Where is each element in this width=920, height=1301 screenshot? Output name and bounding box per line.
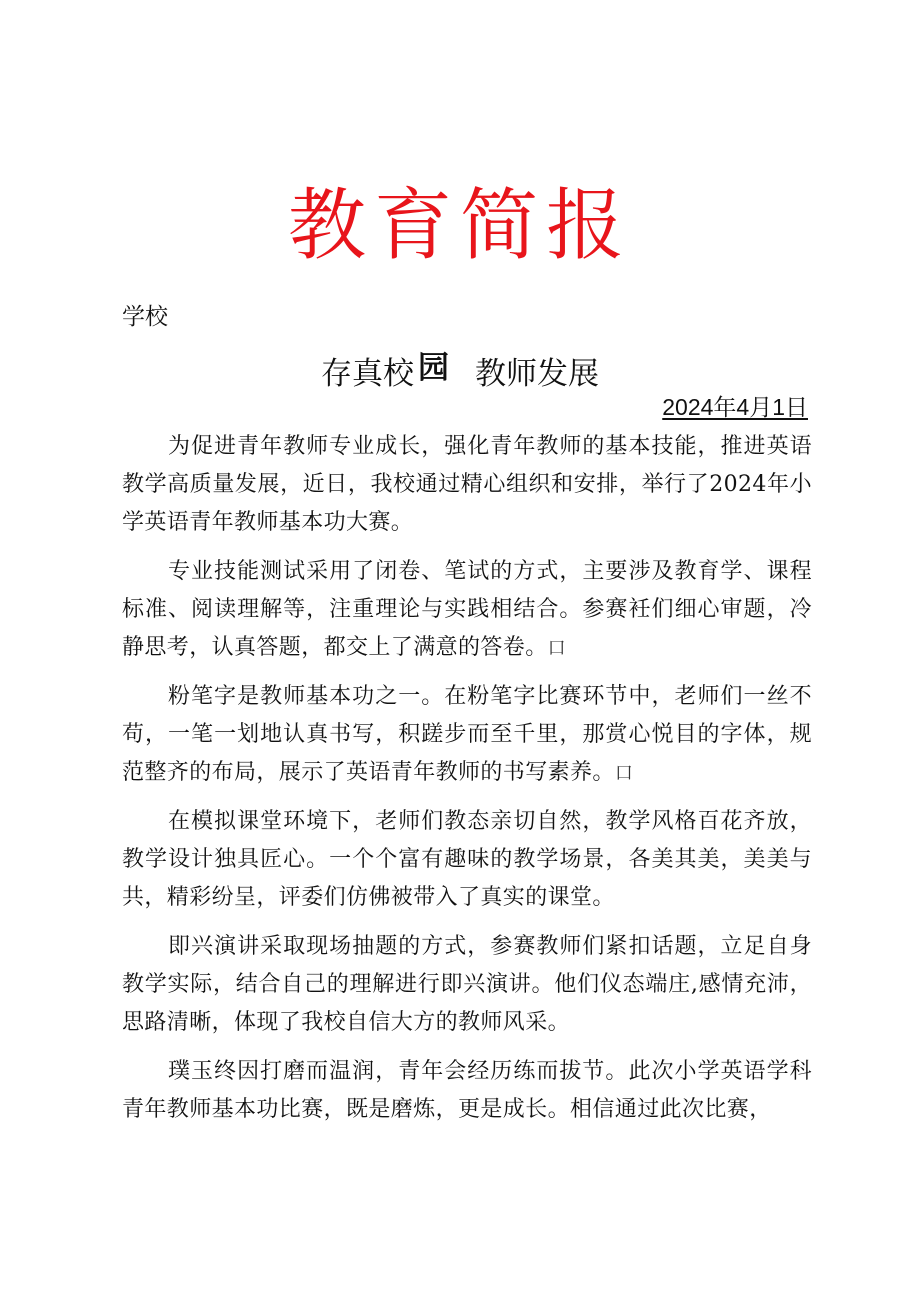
paragraph (122, 1053, 812, 1130)
paragraph-text: 即兴演讲采取现场抽题的方式，参赛教师们紧扣话题，立足自身教学实际，结合自己的理解进行即兴演讲。他们仪态端庄,感情充沛，思路清晰，体现了我校自信大方的教师风采。 (122, 934, 812, 1035)
article-headline (0, 352, 920, 396)
placeholder-mark: 口 (614, 763, 634, 784)
paragraph-text: 粉笔字是教师基本功之一。在粉笔字比赛环节中，老师们一丝不苟，一笔一划地认真书写，积蹉步而至千里，那赏心悦目的字体，规范整齐的布局，展示了英语青年教师的书写素养。 (122, 684, 812, 785)
paragraph (122, 928, 812, 1043)
paragraph-text: 专业技能测试采用了闭卷、笔试的方式，主要涉及教育学、课程标准、阅读理解等，注重理论与实践相结合。参赛衽们细心审题，冷静思考，认真答题，都交上了满意的答卷。 (122, 559, 812, 660)
headline-glyph: 园 (418, 350, 449, 386)
paragraph-text: 璞玉终因打磨而温润，青年会经历练而拔节。此次小学英语学科青年教师基本功比赛，既是磨炼，更是成长。相信通过此次比赛， (122, 1059, 812, 1122)
article-body (122, 428, 812, 1140)
newsletter-title: 教育简报 (287, 181, 632, 271)
paragraph-text: 为促进青年教师专业成长，强化青年教师的基本技能，推进英语教学高质量发展，近日，我校通过精心组织和安排，举行了2024年小学英语青年教师基本功大赛。 (122, 434, 812, 535)
headline-right: 教师发展 (475, 356, 599, 392)
paragraph (122, 678, 812, 793)
placeholder-mark: 口 (547, 638, 567, 659)
paragraph (122, 553, 812, 668)
paragraph (122, 428, 812, 543)
paragraph (122, 803, 812, 918)
publication-date: 2024年4月1日 (662, 394, 808, 420)
paragraph-text: 在模拟课堂环境下，老师们教态亲切自然，教学风格百花齐放，教学设计独具匠心。一个个富有趣味的教学场景，各美其美，美美与共，精彩纷呈，评委们仿佛被带入了真实的课堂。 (122, 809, 812, 910)
school-label: 学校 (122, 304, 168, 330)
headline-left: 存真校 (321, 356, 414, 392)
